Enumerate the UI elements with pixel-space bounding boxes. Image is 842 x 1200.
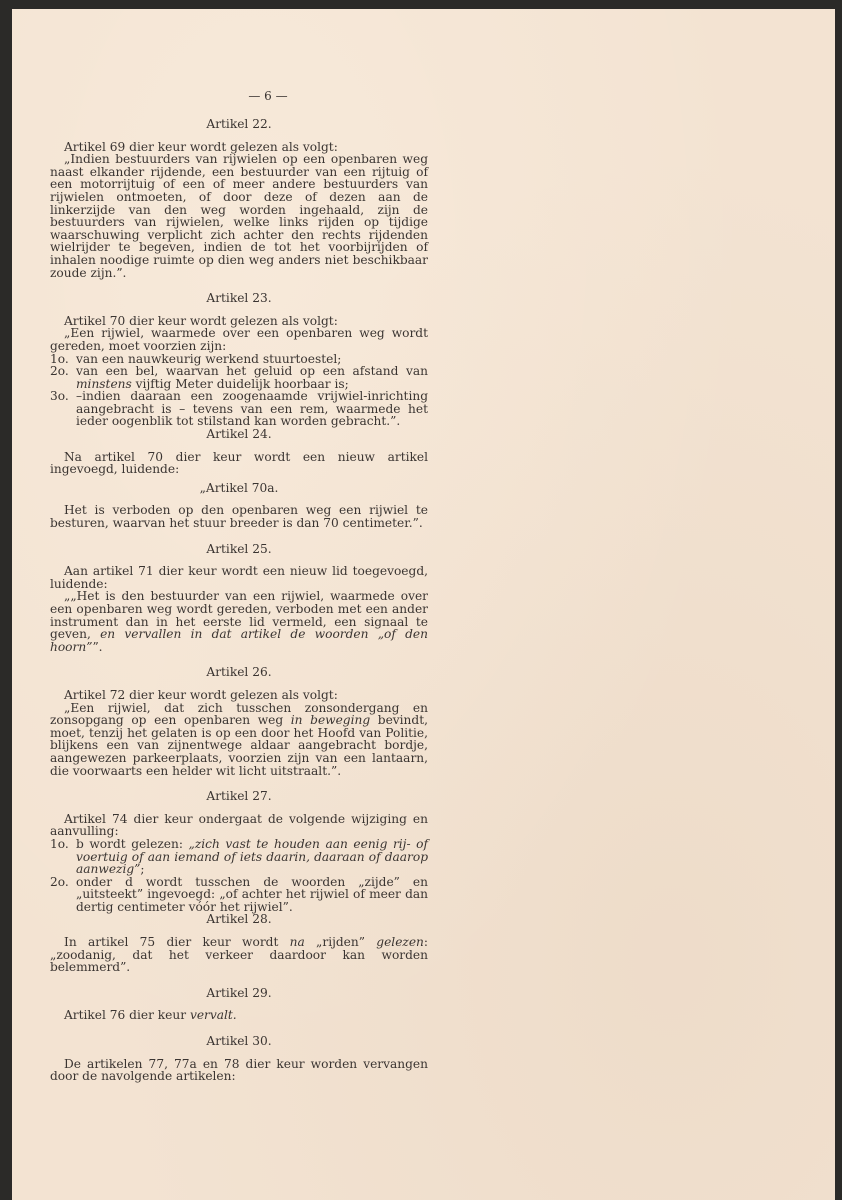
list-item <box>50 365 428 390</box>
list-item-text: onder d wordt tusschen de woorden „zijde” en „uitsteekt” ingevoegd: „of achter het rijwiel of meer dan dertig centimeter vóór het rijwiel”. <box>76 874 428 914</box>
list-item-number: 3o. <box>50 389 69 404</box>
article-28-body <box>50 936 428 974</box>
article-25-text: „„Het is den bestuurder van een rijwiel, waarmede over een openbaren weg wordt gereden, verboden met een ander instrument dan in het eerste lid vermeld, een signaal te geven, <box>50 589 428 642</box>
article-26-intro: Artikel 72 dier keur wordt gelezen als volgt: <box>64 687 338 702</box>
article-29-text: Artikel 76 dier keur <box>64 1008 190 1023</box>
list-item-number: 1o. <box>50 351 69 366</box>
article-29-heading: Artikel 29. <box>206 985 272 1000</box>
article-70a-heading: „Artikel 70a. <box>199 480 279 495</box>
article-26-text: „Een rijwiel, dat zich tusschen zonsondergang en zonsopgang op een openbaren weg <box>50 700 428 728</box>
list-item-text: van een nauwkeurig werkend stuurtoestel; <box>76 351 342 366</box>
article-26-text-end: bevindt, moet, tenzij het gelaten is op een door het Hoofd van Politie, blijkens een van zijnentwege aldaar aangebracht bordje, aangewezen parkeerplaats, voorzien zijn van een lantaarn, die voorwaarts een helder wit licht uitstraalt.”. <box>50 713 428 778</box>
article-25-body <box>50 590 428 653</box>
list-item-number: 2o. <box>50 874 69 889</box>
article-27-intro: Artikel 74 dier keur ondergaat de volgende wijziging en aanvulling: <box>50 811 428 839</box>
page-number: — 6 — <box>248 89 288 103</box>
article-22-body: „Indien bestuurders van rijwielen op een openbaren weg naast elkander rijdende, een bestuurder van een rijtuig of een motorrijtuig of een of meer andere bestuurders van rijwielen ontmoeten, of door deze of dezen aan de linkerzijde van den weg worden ingehaald, zijn de bestuurders van rijwielen, welke links rijden op tijdige waarschuwing verplicht zich achter den rechts rijdenden wielrijder te begeven, indien de tot het voorbijrijden of inhalen noodige ruimte op dien weg anders niet beschikbaar zoude zijn.”. <box>50 152 428 280</box>
article-23-intro: Artikel 70 dier keur wordt gelezen als volgt: <box>64 313 338 328</box>
article-23-heading: Artikel 23. <box>206 291 272 306</box>
article-29-italic: vervalt. <box>189 1008 237 1023</box>
text-column <box>50 118 428 1083</box>
article-25-text-end: ”. <box>92 639 103 654</box>
list-item-text <box>76 838 428 876</box>
article-28-italic: gelezen <box>376 935 424 950</box>
list-item-text-part: van een bel, waarvan het geluid op een afstand van <box>76 364 428 379</box>
article-29-body <box>50 1009 428 1022</box>
list-item-text-part: ; <box>140 862 145 877</box>
article-23-lead: „Een rijwiel, waarmede over een openbaren weg wordt gereden, moet voorzien zijn: <box>50 326 428 353</box>
article-28-heading: Artikel 28. <box>206 912 272 927</box>
article-24-body: Het is verboden op den openbaren weg een rijwiel te besturen, waarvan het stuur breeder is dan 70 centimeter.”. <box>50 503 428 531</box>
list-item-italic: minstens <box>76 376 132 391</box>
article-30-body: De artikelen 77, 77a en 78 dier keur worden vervangen door de navolgende artikelen: <box>50 1056 428 1084</box>
article-22-heading: Artikel 22. <box>206 117 272 131</box>
article-28-text: In artikel 75 dier keur wordt <box>64 935 290 950</box>
list-item-text-part: vijftig Meter duidelijk hoorbaar is; <box>131 376 349 391</box>
article-24-heading: Artikel 24. <box>206 427 272 442</box>
list-item <box>50 876 428 914</box>
article-27-heading: Artikel 27. <box>206 789 272 804</box>
list-item-text: –indien daaraan een zoogenaamde vrijwiel-inrichting aangebracht is – tevens van een rem, waarmede het ieder oogenblik tot stilstand kan worden gebracht.”. <box>76 389 428 429</box>
article-28-italic: na <box>289 935 305 950</box>
article-26-italic: in beweging <box>290 713 371 728</box>
article-26-body <box>50 702 428 778</box>
list-item <box>50 390 428 428</box>
article-24-intro: Na artikel 70 dier keur wordt een nieuw artikel ingevoegd, luidende: <box>50 449 428 477</box>
list-item-italic: „zich vast te houden aan eenig rij- of voertuig of aan iemand of iets daarin, daaraan of daarop aanwezig” <box>76 836 428 877</box>
article-22-intro: Artikel 69 dier keur wordt gelezen als volgt: <box>64 139 338 154</box>
article-30-heading: Artikel 30. <box>206 1034 272 1049</box>
article-25-italic: en vervallen in dat artikel de woorden „of den hoorn” <box>50 627 428 654</box>
article-23-list <box>50 353 428 429</box>
article-27-list <box>50 838 428 914</box>
article-25-heading: Artikel 25. <box>206 541 272 556</box>
list-item-text <box>76 365 428 390</box>
list-item-number: 2o. <box>50 364 69 379</box>
list-item-text-part: b wordt gelezen: <box>76 836 189 851</box>
list-item-number: 1o. <box>50 836 69 851</box>
article-28-text: : „zoodanig, dat het verkeer daardoor kan worden belemmerd”. <box>50 935 428 975</box>
list-item <box>50 838 428 876</box>
article-26-heading: Artikel 26. <box>206 665 272 680</box>
article-28-text: „rijden” <box>304 935 377 950</box>
article-25-intro: Aan artikel 71 dier keur wordt een nieuw lid toegevoegd, luidende: <box>50 564 428 591</box>
